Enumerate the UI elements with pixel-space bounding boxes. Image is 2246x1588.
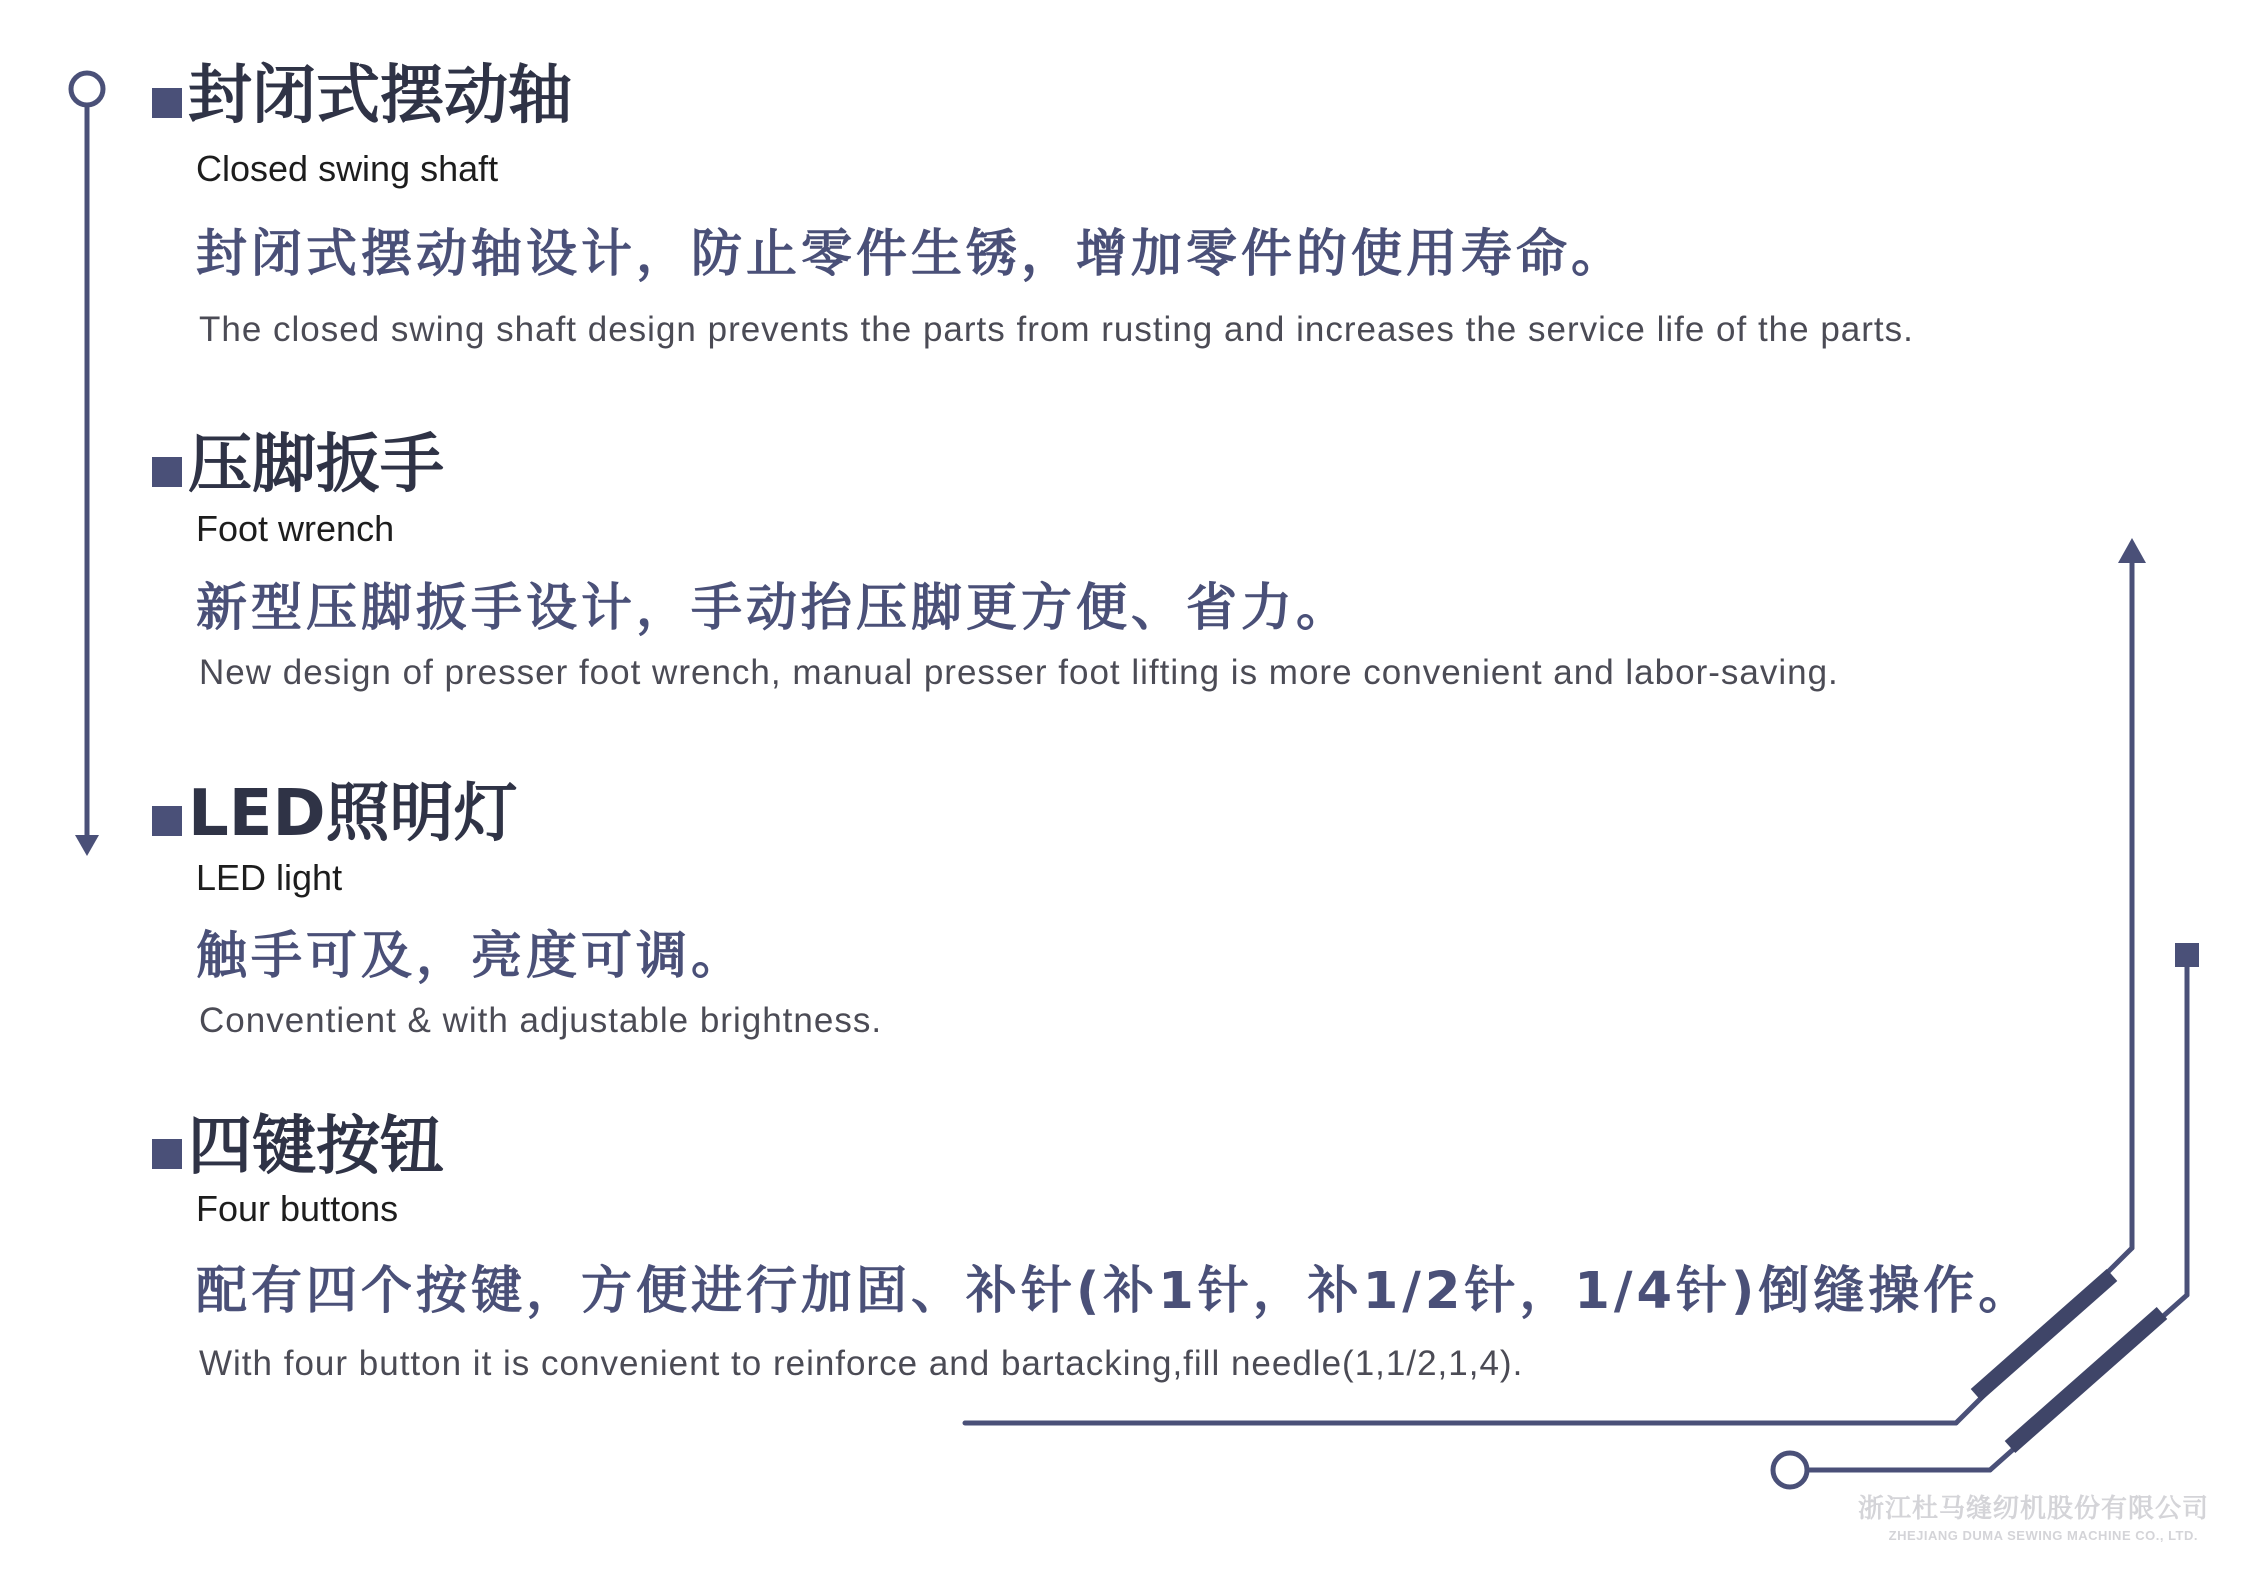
far-right-square <box>2175 943 2199 967</box>
feature-title: 封闭式摆动轴 <box>188 59 572 133</box>
feature-title: 压脚扳手 <box>188 428 444 502</box>
company-name-en: ZHEJIANG DUMA SEWING MACHINE CO., LTD. <box>1888 1528 2198 1543</box>
bullet-square-icon <box>152 457 182 487</box>
feature-subtitle: Four buttons <box>196 1188 399 1229</box>
bullet-square-icon <box>152 88 182 118</box>
feature-title-heading <box>152 777 518 851</box>
company-logo <box>1858 1494 2210 1543</box>
feature-description-zh: 新型压脚扳手设计，手动抬压脚更方便、省力。 <box>196 579 1352 638</box>
timeline-arrow-down <box>75 835 99 856</box>
feature-description-zh: 触手可及，亮度可调。 <box>196 927 747 986</box>
feature-description-en: New design of presser foot wrench, manual presser foot lifting is more convenient and labor-saving. <box>199 653 1839 692</box>
feature-subtitle: LED light <box>196 857 343 898</box>
feature-title-heading <box>152 1110 444 1184</box>
feature-subtitle: Closed swing shaft <box>196 148 499 189</box>
feature-description-zh: 配有四个按键，方便进行加固、补针(补1针，补1/2针，1/4针)倒缝操作。 <box>196 1262 2034 1321</box>
bottom-end-circle <box>1773 1453 1807 1487</box>
feature-title-heading <box>152 428 444 502</box>
feature-title: 四键按钮 <box>188 1110 444 1184</box>
feature-subtitle: Foot wrench <box>196 508 395 549</box>
capsule-lower <box>2010 1313 2162 1447</box>
right-arrow-up <box>2118 538 2146 563</box>
company-name-zh: 浙江杜马缝纫机股份有限公司 <box>1858 1494 2210 1524</box>
feature-title: LED照明灯 <box>188 777 518 851</box>
feature-description-en: Conventient & with adjustable brightness. <box>199 1001 883 1040</box>
timeline-start-circle <box>71 73 103 105</box>
feature-description-zh: 封闭式摆动轴设计，防止零件生锈，增加零件的使用寿命。 <box>196 225 1627 284</box>
bullet-square-icon <box>152 1139 182 1169</box>
feature-title-heading <box>152 59 572 133</box>
bullet-square-icon <box>152 806 182 836</box>
feature-description-en: With four button it is convenient to reinforce and bartacking,fill needle(1,1/2,1,4). <box>199 1344 1524 1383</box>
feature-description-en: The closed swing shaft design prevents the parts from rusting and increases the service life of the parts. <box>199 310 1914 349</box>
